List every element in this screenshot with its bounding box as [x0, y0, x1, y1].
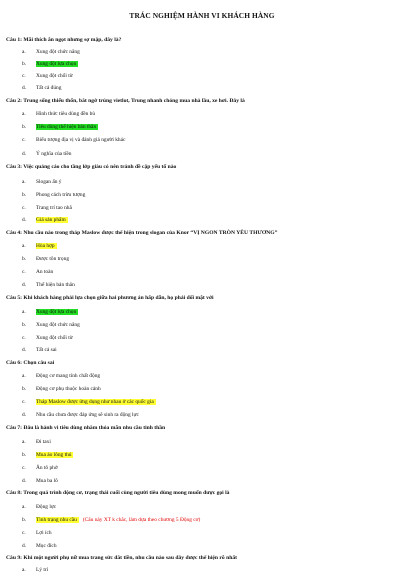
- q7-option-d: d. Mua ba lô: [22, 478, 58, 484]
- question-3: Câu 3: Việc quảng cáo cho tầng lớp giàu có nên tránh đề cập yếu tố nào: [6, 164, 177, 170]
- q2-option-d: d. Ý nghĩa của tiền: [22, 151, 72, 157]
- answer-highlight: Xung đột lựa chọn: [36, 309, 77, 315]
- answer-highlight: Giá sản phẩm: [36, 217, 66, 223]
- q7-option-c: c. Ăn tô phở: [22, 465, 58, 471]
- answer-highlight: Tình trạng nhu cầu: [36, 517, 77, 523]
- q4-option-d: d. Thể hiện bản thân: [22, 282, 75, 288]
- answer-highlight: Tiêu dùng thể hiện bản thân: [36, 124, 97, 130]
- q8-option-c: c. Lợi ích: [22, 530, 52, 536]
- question-4: Câu 4: Nhu cầu nào trong tháp Maslow được thể hiện trong slogan của Knor “VỊ NGON TRÒN YÊU THƯƠNG”: [6, 230, 278, 236]
- q8-option-d: d. Mục đích: [22, 543, 57, 549]
- answer-highlight: Xung đột lựa chọn: [36, 61, 77, 67]
- q5-option-c: c. Xung đột chối từ: [22, 335, 73, 341]
- q1-option-a: a. Xung đột chức năng: [22, 49, 80, 55]
- q3-option-c: c. Trang trí tao nhã: [22, 205, 72, 211]
- q5-option-a: a. Xung đột lựa chọn: [22, 309, 77, 315]
- q6-option-c: c. Tháp Maslow được ứng dụng như nhau ở các quốc gia: [22, 399, 154, 405]
- q4-option-c: c. An toàn: [22, 269, 54, 275]
- q5-option-d: d. Tất cả sai: [22, 347, 57, 353]
- question-5: Câu 5: Khi khách hàng phải lựa chọn giữa hai phương án hấp dẫn, họ phải đối mặt với: [6, 295, 214, 301]
- q6-option-d: d. Nhu cầu chưa được đáp ứng sẽ sinh ra động lực: [22, 412, 139, 418]
- q2-option-b: b. Tiêu dùng thể hiện bản thân: [22, 124, 97, 130]
- answer-highlight: Mua áo lông thú: [36, 452, 72, 458]
- q4-option-b: b. Được tôn trọng: [22, 256, 70, 262]
- q7-option-b: b. Mua áo lông thú: [22, 452, 72, 458]
- question-8: Câu 8: Trong quá trình động cơ, trạng thái cuối cùng người tiêu dùng mong muốn được gọi là: [6, 490, 230, 496]
- q2-option-a: a. Hình thức tiêu dùng đền bù: [22, 111, 96, 117]
- q3-option-b: b. Phong cách trừu tượng: [22, 192, 86, 198]
- q4-option-a: a. Hòa hợp: [22, 243, 55, 249]
- q8-option-a: a. Động lực: [22, 504, 57, 510]
- question-9: Câu 9: Khi một người phụ nữ mua trang sức đắt tiền, nhu cầu nào sau đây được thể hiện rõ nhất: [6, 555, 237, 561]
- q2-option-c: c. Biểu tượng địa vị và đánh giá người khác: [22, 137, 126, 143]
- q8-option-b: b. Tình trạng nhu cầu (Câu này XT k chắc, làm dựa theo chương 5 Động cơ): [22, 517, 201, 523]
- q1-option-d: d. Tất cả đúng: [22, 85, 62, 91]
- q3-option-a: a. Slogan ấn ý: [22, 179, 62, 185]
- answer-highlight: Tháp Maslow được ứng dụng như nhau ở các quốc gia: [36, 399, 154, 405]
- answer-highlight: Hòa hợp: [36, 243, 55, 249]
- q6-option-a: a. Động cơ mang tính chất động: [22, 373, 101, 379]
- q1-option-c: c. Xung đột chối từ: [22, 73, 73, 79]
- question-6: Câu 6: Chọn câu sai: [6, 360, 55, 366]
- question-7: Câu 7: Đâu là hành vi tiêu dùng nhằm thỏa mãn nhu cầu tinh thần: [6, 425, 166, 431]
- q5-option-b: b. Xung đột chức năng: [22, 322, 80, 328]
- question-1: Câu 1: Mãi thích ăn ngọt nhưng sợ mập, đây là?: [6, 37, 122, 43]
- q6-option-b: b. Động cơ phụ thuộc hoàn cảnh: [22, 386, 101, 392]
- answer-note: (Câu này XT k chắc, làm dựa theo chương 5 Động cơ): [82, 517, 201, 523]
- q1-option-b: b. Xung đột lựa chọn: [22, 61, 77, 67]
- q7-option-a: a. Đi taxi: [22, 439, 51, 445]
- question-2: Câu 2: Trung sống thiếu thốn, bắt ngờ trúng vietlot, Trung nhanh chóng mua nhà lầu, xe hơi. Đây là: [6, 98, 245, 104]
- q9-option-a: a. Lý trí: [22, 567, 49, 573]
- q3-option-d: d. Giá sản phẩm: [22, 217, 66, 223]
- document-title: TRÁC NGHIỆM HÀNH VI KHÁCH HÀNG: [129, 11, 275, 20]
